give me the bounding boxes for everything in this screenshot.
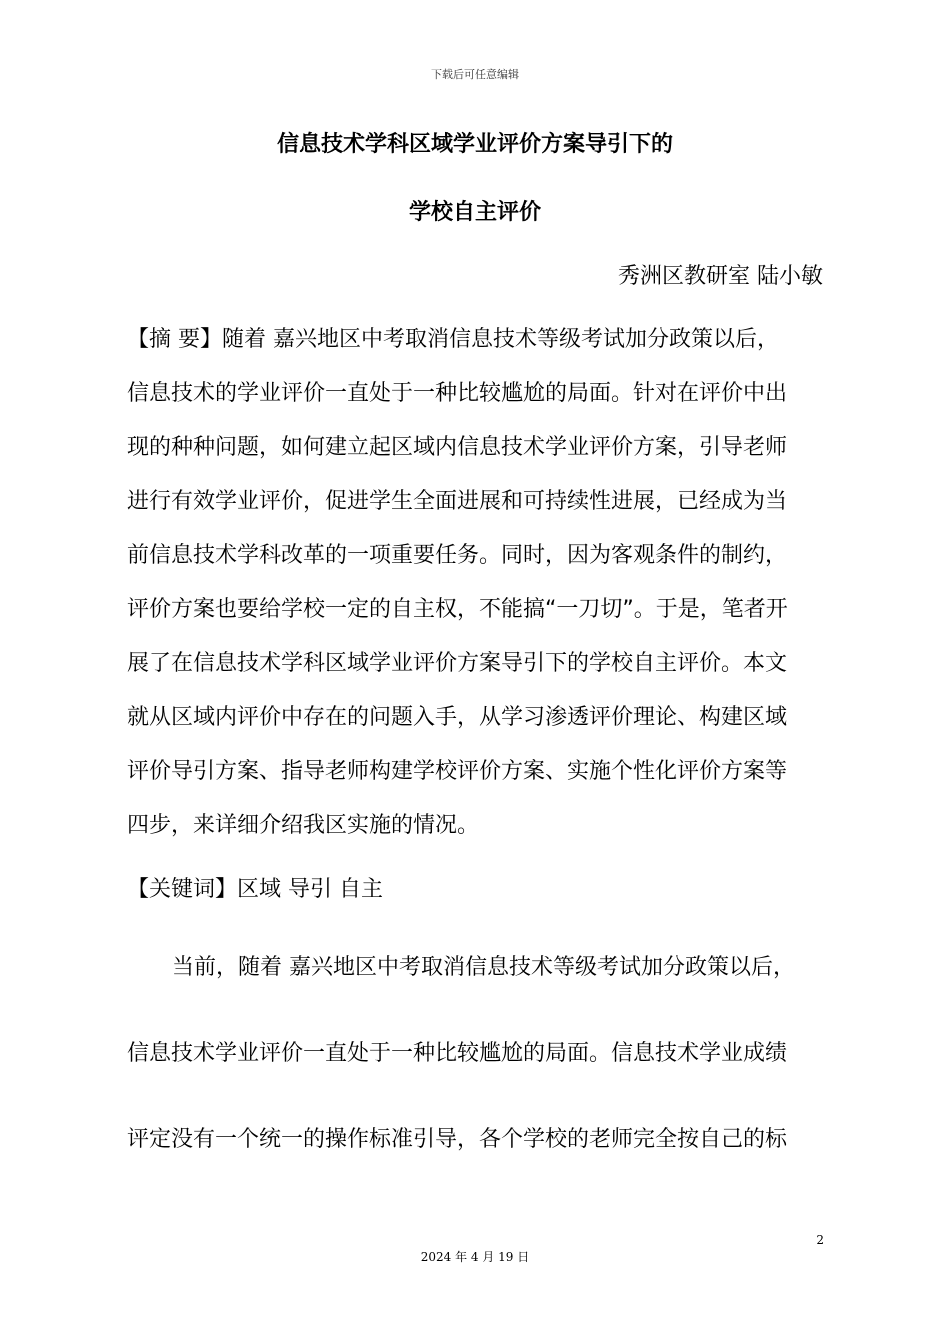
abstract-line: 信息技术的学业评价一直处于一种比较尴尬的局面。针对在评价中出 [127,381,788,406]
author: 秀洲区教研室 陆小敏 [618,264,823,289]
abstract-line: 展了在信息技术学科区域学业评价方案导引下的学校自主评价。本文 [127,651,788,676]
abstract-line: 【摘 要】随着 嘉兴地区中考取消信息技术等级考试加分政策以后， [127,327,779,352]
page-number: 2 [816,1233,824,1247]
abstract-line: 就从区域内评价中存在的问题入手，从学习渗透评价理论、构建区域 [127,705,788,730]
abstract-line: 进行有效学业评价，促进学生全面进展和可持续性进展，已经成为当 [127,489,788,514]
title-line-2: 学校自主评价 [408,200,541,225]
abstract-line: 前信息技术学科改革的一项重要任务。同时，因为客观条件的制约， [127,543,788,568]
abstract-line: 四步，来详细介绍我区实施的情况。 [127,813,480,838]
body-line: 当前，随着 嘉兴地区中考取消信息技术等级考试加分政策以后， [172,955,795,980]
header-note: 下载后可任意编辑 [431,68,519,81]
title-line-1: 信息技术学科区域学业评价方案导引下的 [276,132,673,157]
body-line: 评定没有一个统一的操作标准引导，各个学校的老师完全按自己的标 [127,1127,788,1152]
keywords: 【关键词】区域 导引 自主 [127,877,383,902]
abstract-line: 评价方案也要给学校一定的自主权，不能搞“一刀切”。于是，笔者开 [127,597,788,622]
footer-date: 2024 年 4 月 19 日 [420,1250,530,1264]
abstract-line: 现的种种问题，如何建立起区域内信息技术学业评价方案，引导老师 [127,435,788,460]
abstract-line: 评价导引方案、指导老师构建学校评价方案、实施个性化评价方案等 [127,759,788,784]
body-line: 信息技术学业评价一直处于一种比较尴尬的局面。信息技术学业成绩 [127,1041,788,1066]
